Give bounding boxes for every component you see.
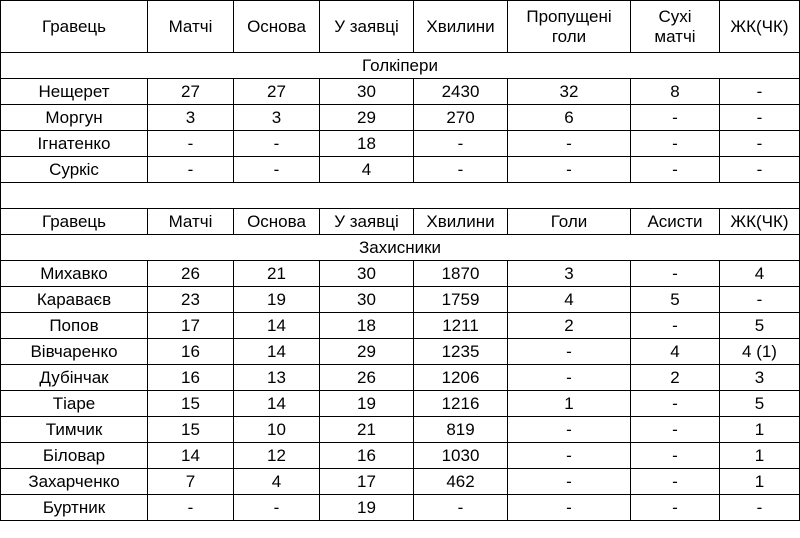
col-header-minutes: Хвилини — [414, 209, 508, 235]
cell-squad: 26 — [320, 365, 414, 391]
cell-stat-b: - — [631, 391, 720, 417]
cell-player-name: Дубінчак — [1, 365, 148, 391]
col-header-conceded — [508, 1, 631, 53]
spacer-cell — [1, 183, 800, 209]
cell-cards: 1 — [720, 417, 800, 443]
cell-stat-a: - — [508, 365, 631, 391]
cell-stat-a: 32 — [508, 79, 631, 105]
cell-cards: - — [720, 157, 800, 183]
cell-minutes: 270 — [414, 105, 508, 131]
cell-matches: 14 — [148, 443, 234, 469]
cell-starts: 27 — [234, 79, 320, 105]
cell-stat-b: 4 — [631, 339, 720, 365]
cell-matches: 16 — [148, 339, 234, 365]
cell-stat-b: - — [631, 495, 720, 521]
table-row — [1, 157, 800, 183]
cell-starts: 13 — [234, 365, 320, 391]
cell-squad: 17 — [320, 469, 414, 495]
spacer-row — [1, 183, 800, 209]
cell-stat-b: - — [631, 469, 720, 495]
col-header-cards: ЖК(ЧК) — [720, 209, 800, 235]
cell-starts: 19 — [234, 287, 320, 313]
col-header-matches: Матчі — [148, 1, 234, 53]
cell-cards: 1 — [720, 469, 800, 495]
col-header-assists: Асисти — [631, 209, 720, 235]
cell-stat-a: 3 — [508, 261, 631, 287]
cell-stat-b: 2 — [631, 365, 720, 391]
section-row-defenders — [1, 235, 800, 261]
cell-matches: 26 — [148, 261, 234, 287]
cell-starts: - — [234, 157, 320, 183]
col-header-conceded-line2: голи — [551, 26, 587, 46]
table-row — [1, 417, 800, 443]
cell-starts: 3 — [234, 105, 320, 131]
cell-player-name: Попов — [1, 313, 148, 339]
cell-cards: 5 — [720, 391, 800, 417]
cell-minutes: 1030 — [414, 443, 508, 469]
col-header-cards: ЖК(ЧК) — [720, 1, 800, 53]
cell-matches: 15 — [148, 391, 234, 417]
cell-stat-a: - — [508, 443, 631, 469]
cell-cards: 5 — [720, 313, 800, 339]
cell-squad: 4 — [320, 157, 414, 183]
col-header-clean-sheets-line1: Сухі — [658, 6, 692, 26]
cell-player-name: Буртник — [1, 495, 148, 521]
cell-stat-a: 4 — [508, 287, 631, 313]
cell-stat-b: - — [631, 417, 720, 443]
defenders-rows — [1, 261, 800, 521]
cell-starts: 21 — [234, 261, 320, 287]
cell-minutes: - — [414, 131, 508, 157]
cell-minutes: 1235 — [414, 339, 508, 365]
cell-matches: - — [148, 131, 234, 157]
col-header-player: Гравець — [1, 1, 148, 53]
cell-starts: - — [234, 131, 320, 157]
cell-matches: 15 — [148, 417, 234, 443]
table-row — [1, 79, 800, 105]
table-row — [1, 469, 800, 495]
cell-stat-b: - — [631, 443, 720, 469]
cell-matches: 23 — [148, 287, 234, 313]
cell-squad: 30 — [320, 79, 414, 105]
cell-squad: 30 — [320, 287, 414, 313]
cell-stat-a: - — [508, 495, 631, 521]
table-row — [1, 391, 800, 417]
section-row-goalkeepers — [1, 53, 800, 79]
cell-starts: 12 — [234, 443, 320, 469]
cell-matches: 17 — [148, 313, 234, 339]
cell-cards: - — [720, 105, 800, 131]
col-header-matches: Матчі — [148, 209, 234, 235]
cell-cards: 3 — [720, 365, 800, 391]
cell-minutes: 2430 — [414, 79, 508, 105]
goalkeepers-rows — [1, 79, 800, 183]
cell-starts: 14 — [234, 339, 320, 365]
cell-stat-a: - — [508, 157, 631, 183]
cell-stat-b: - — [631, 131, 720, 157]
cell-player-name: Вівчаренко — [1, 339, 148, 365]
cell-cards: - — [720, 131, 800, 157]
table-row — [1, 131, 800, 157]
cell-player-name: Біловар — [1, 443, 148, 469]
cell-squad: 29 — [320, 339, 414, 365]
cell-squad: 29 — [320, 105, 414, 131]
col-header-goals: Голи — [508, 209, 631, 235]
cell-squad: 19 — [320, 495, 414, 521]
section-title-goalkeepers: Голкіпери — [1, 53, 800, 79]
cell-stat-a: 2 — [508, 313, 631, 339]
cell-squad: 30 — [320, 261, 414, 287]
cell-player-name: Тимчик — [1, 417, 148, 443]
cell-minutes: 462 — [414, 469, 508, 495]
cell-minutes: - — [414, 157, 508, 183]
col-header-squad: У заявці — [320, 209, 414, 235]
cell-minutes: 1206 — [414, 365, 508, 391]
cell-stat-a: 1 — [508, 391, 631, 417]
cell-matches: 7 — [148, 469, 234, 495]
cell-player-name: Захарченко — [1, 469, 148, 495]
table-row — [1, 339, 800, 365]
col-header-player: Гравець — [1, 209, 148, 235]
cell-starts: 14 — [234, 313, 320, 339]
cell-squad: 18 — [320, 313, 414, 339]
cell-cards: - — [720, 79, 800, 105]
col-header-starts: Основа — [234, 209, 320, 235]
cell-player-name: Суркіс — [1, 157, 148, 183]
cell-starts: 14 — [234, 391, 320, 417]
table-row — [1, 495, 800, 521]
col-header-clean-sheets-line2: матчі — [654, 26, 696, 46]
cell-stat-a: 6 — [508, 105, 631, 131]
cell-minutes: 1759 — [414, 287, 508, 313]
cell-starts: 4 — [234, 469, 320, 495]
table-row — [1, 287, 800, 313]
table-row — [1, 261, 800, 287]
cell-stat-b: - — [631, 105, 720, 131]
cell-matches: - — [148, 495, 234, 521]
col-header-squad: У заявці — [320, 1, 414, 53]
table-row — [1, 105, 800, 131]
cell-player-name: Караваєв — [1, 287, 148, 313]
cell-minutes: 1211 — [414, 313, 508, 339]
cell-starts: 10 — [234, 417, 320, 443]
cell-cards: 1 — [720, 443, 800, 469]
cell-player-name: Тіаре — [1, 391, 148, 417]
cell-minutes: 1870 — [414, 261, 508, 287]
cell-player-name: Ігнатенко — [1, 131, 148, 157]
cell-matches: 16 — [148, 365, 234, 391]
cell-cards: 4 (1) — [720, 339, 800, 365]
goalkeepers-header-row — [1, 1, 800, 53]
col-header-starts: Основа — [234, 1, 320, 53]
cell-stat-a: - — [508, 417, 631, 443]
cell-player-name: Моргун — [1, 105, 148, 131]
cell-stat-b: 5 — [631, 287, 720, 313]
col-header-conceded-line1: Пропущені — [526, 6, 612, 26]
table-row — [1, 365, 800, 391]
cell-squad: 18 — [320, 131, 414, 157]
cell-matches: - — [148, 157, 234, 183]
cell-cards: 4 — [720, 261, 800, 287]
cell-cards: - — [720, 287, 800, 313]
cell-stat-b: - — [631, 261, 720, 287]
cell-stat-a: - — [508, 339, 631, 365]
cell-player-name: Михавко — [1, 261, 148, 287]
cell-minutes: 819 — [414, 417, 508, 443]
cell-starts: - — [234, 495, 320, 521]
col-header-clean-sheets — [631, 1, 720, 53]
cell-stat-b: 8 — [631, 79, 720, 105]
cell-stat-a: - — [508, 131, 631, 157]
cell-squad: 21 — [320, 417, 414, 443]
defenders-header-row — [1, 209, 800, 235]
cell-minutes: 1216 — [414, 391, 508, 417]
cell-matches: 27 — [148, 79, 234, 105]
table-row — [1, 313, 800, 339]
table-row — [1, 443, 800, 469]
cell-matches: 3 — [148, 105, 234, 131]
cell-minutes: - — [414, 495, 508, 521]
col-header-minutes: Хвилини — [414, 1, 508, 53]
cell-stat-b: - — [631, 313, 720, 339]
cell-squad: 16 — [320, 443, 414, 469]
section-title-defenders: Захисники — [1, 235, 800, 261]
cell-stat-a: - — [508, 469, 631, 495]
cell-cards: - — [720, 495, 800, 521]
cell-stat-b: - — [631, 157, 720, 183]
cell-squad: 19 — [320, 391, 414, 417]
cell-player-name: Нещерет — [1, 79, 148, 105]
